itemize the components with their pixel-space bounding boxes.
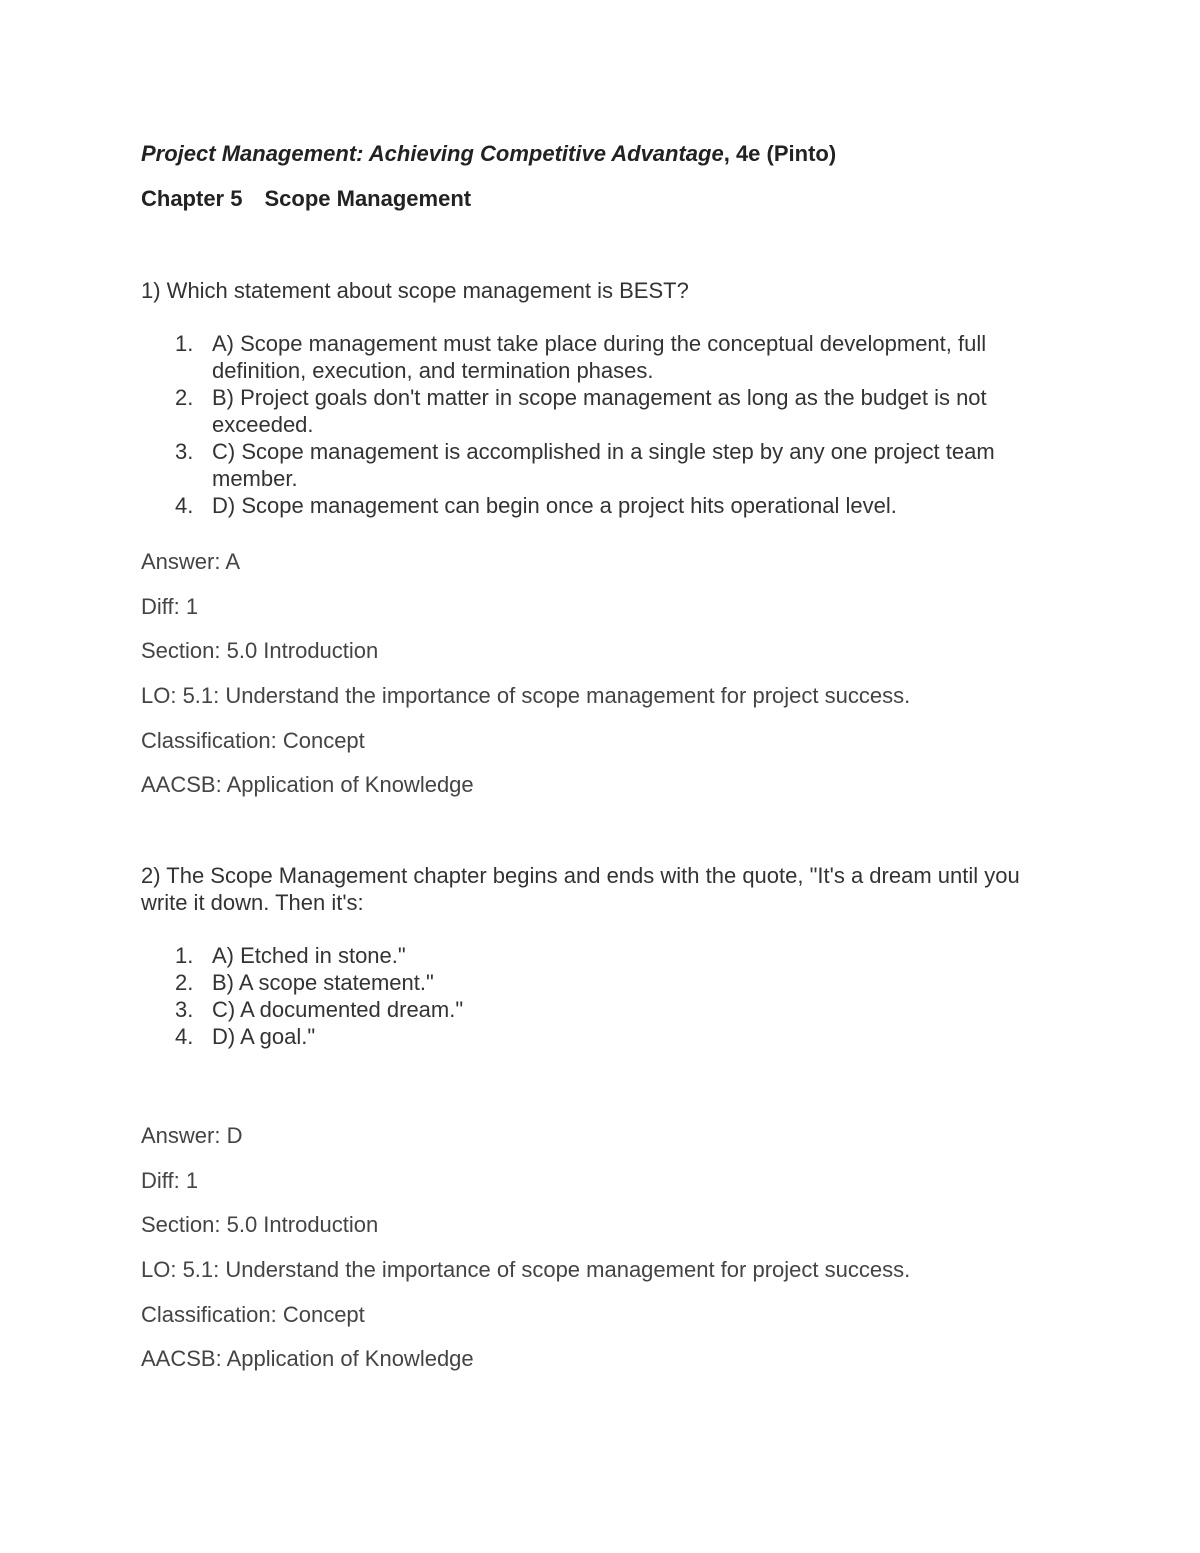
option-item	[141, 996, 1061, 1023]
option-text: D) Scope management can begin once a project hits operational level.	[212, 493, 897, 518]
chapter-name: Scope Management	[264, 186, 472, 211]
diff-line-2: Diff: 1	[141, 1168, 199, 1193]
question-stem: 1) Which statement about scope management is BEST?	[141, 278, 689, 303]
book-title-italic: Project Management: Achieving Competitive Advantage	[141, 141, 724, 166]
question-1	[141, 277, 1061, 519]
chapter-title	[141, 186, 471, 212]
option-item	[141, 1023, 1061, 1050]
classification-line-1: Classification: Concept	[141, 728, 365, 753]
option-item	[141, 492, 1061, 519]
aacsb-line-2: AACSB: Application of Knowledge	[141, 1346, 474, 1371]
option-text: B) A scope statement."	[212, 970, 434, 995]
option-text: C) A documented dream."	[212, 997, 464, 1022]
option-number: 4.	[175, 1024, 194, 1049]
diff-line-1: Diff: 1	[141, 594, 199, 619]
option-number: 1.	[175, 943, 194, 968]
option-item	[141, 384, 1061, 438]
section-line-2: Section: 5.0 Introduction	[141, 1212, 379, 1237]
option-text: C) Scope management is accomplished in a single step by any one project team member.	[212, 439, 995, 491]
book-title-edition: , 4e (Pinto)	[723, 141, 837, 166]
option-number: 3.	[175, 439, 194, 464]
option-text: B) Project goals don't matter in scope management as long as the budget is not exceeded.	[212, 385, 987, 437]
option-item	[141, 969, 1061, 996]
option-number: 1.	[175, 331, 194, 356]
section-line-1: Section: 5.0 Introduction	[141, 638, 379, 663]
classification-line-2: Classification: Concept	[141, 1302, 365, 1327]
answer-options	[141, 330, 1061, 519]
option-item	[141, 942, 1061, 969]
option-number: 2.	[175, 970, 194, 995]
option-item	[141, 438, 1061, 492]
question-2	[141, 862, 1061, 1050]
answer-options	[141, 942, 1061, 1050]
question-stem: 2) The Scope Management chapter begins and ends with the quote, "It's a dream until you write it down. Then it's:	[141, 863, 1020, 915]
chapter-number: Chapter 5	[141, 186, 243, 211]
aacsb-line-1: AACSB: Application of Knowledge	[141, 772, 474, 797]
option-item	[141, 330, 1061, 384]
option-text: A) Etched in stone."	[212, 943, 406, 968]
answer-line-2: Answer: D	[141, 1123, 243, 1148]
option-number: 3.	[175, 997, 194, 1022]
option-number: 2.	[175, 385, 194, 410]
book-title	[141, 141, 836, 167]
lo-line-1: LO: 5.1: Understand the importance of scope management for project success.	[141, 683, 911, 708]
option-text: D) A goal."	[212, 1024, 316, 1049]
lo-line-2: LO: 5.1: Understand the importance of scope management for project success.	[141, 1257, 911, 1282]
answer-line-1: Answer: A	[141, 549, 241, 574]
option-text: A) Scope management must take place during the conceptual development, full definition, execution, and termination phases.	[212, 331, 987, 383]
option-number: 4.	[175, 493, 194, 518]
